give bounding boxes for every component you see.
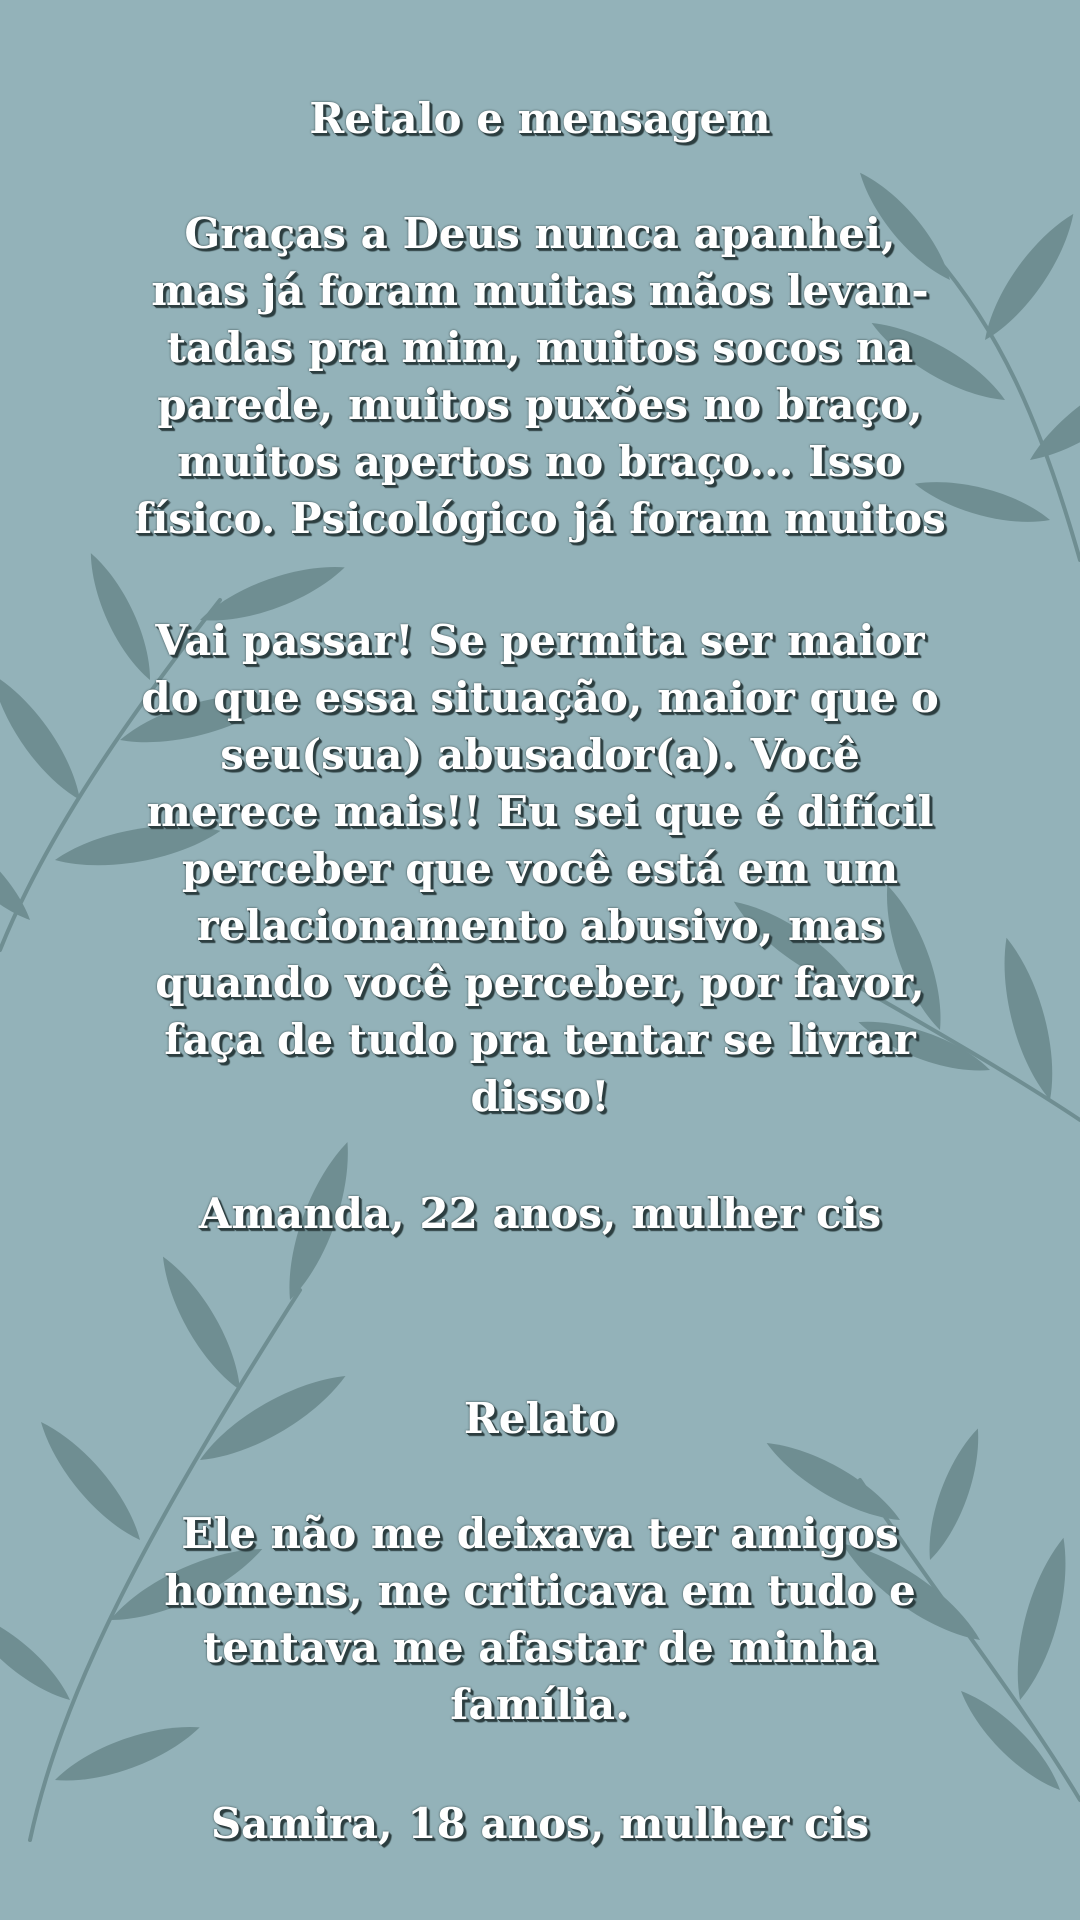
section1-message-line: faça de tudo pra tentar se livrar <box>164 1015 916 1064</box>
section1-account-line: mas já foram muitas mãos levan- <box>151 266 929 315</box>
section2-account-line: Ele não me deixava ter amigos <box>181 1509 899 1558</box>
section1-message-line: merece mais!! Eu sei que é difícil <box>146 787 934 836</box>
section2-account-line: tentava me afastar de minha <box>202 1623 878 1672</box>
section1-message-line: quando você perceber, por favor, <box>155 958 925 1007</box>
section1-account-line: tadas pra mim, muitos socos na <box>166 323 914 372</box>
section1-message-line: perceber que você está em um <box>181 844 899 893</box>
section1-message-line: seu(sua) abusador(a). Você <box>220 730 860 779</box>
section2-account-line: família. <box>450 1680 630 1729</box>
section1-message-line: Vai passar! Se permita ser maior <box>155 616 925 665</box>
section2-title: Relato <box>463 1394 617 1443</box>
section1-title: Retalo e mensagem <box>309 94 771 143</box>
section1-account-line: muitos apertos no braço... Isso <box>177 437 903 486</box>
section1-account-line: Graças a Deus nunca apanhei, <box>184 209 896 258</box>
section1-account-line: físico. Psicológico já foram muitos <box>134 494 946 543</box>
section1-message-line: relacionamento abusivo, mas <box>196 901 884 950</box>
section1-message-line: disso! <box>470 1072 610 1121</box>
section1-signature: Amanda, 22 anos, mulher cis <box>198 1189 882 1238</box>
section1-account-line: parede, muitos puxões no braço, <box>157 380 923 429</box>
section1-message-line: do que essa situação, maior que o <box>141 673 939 722</box>
section2-signature: Samira, 18 anos, mulher cis <box>210 1799 870 1848</box>
section2-account-line: homens, me criticava em tudo e <box>164 1566 916 1615</box>
